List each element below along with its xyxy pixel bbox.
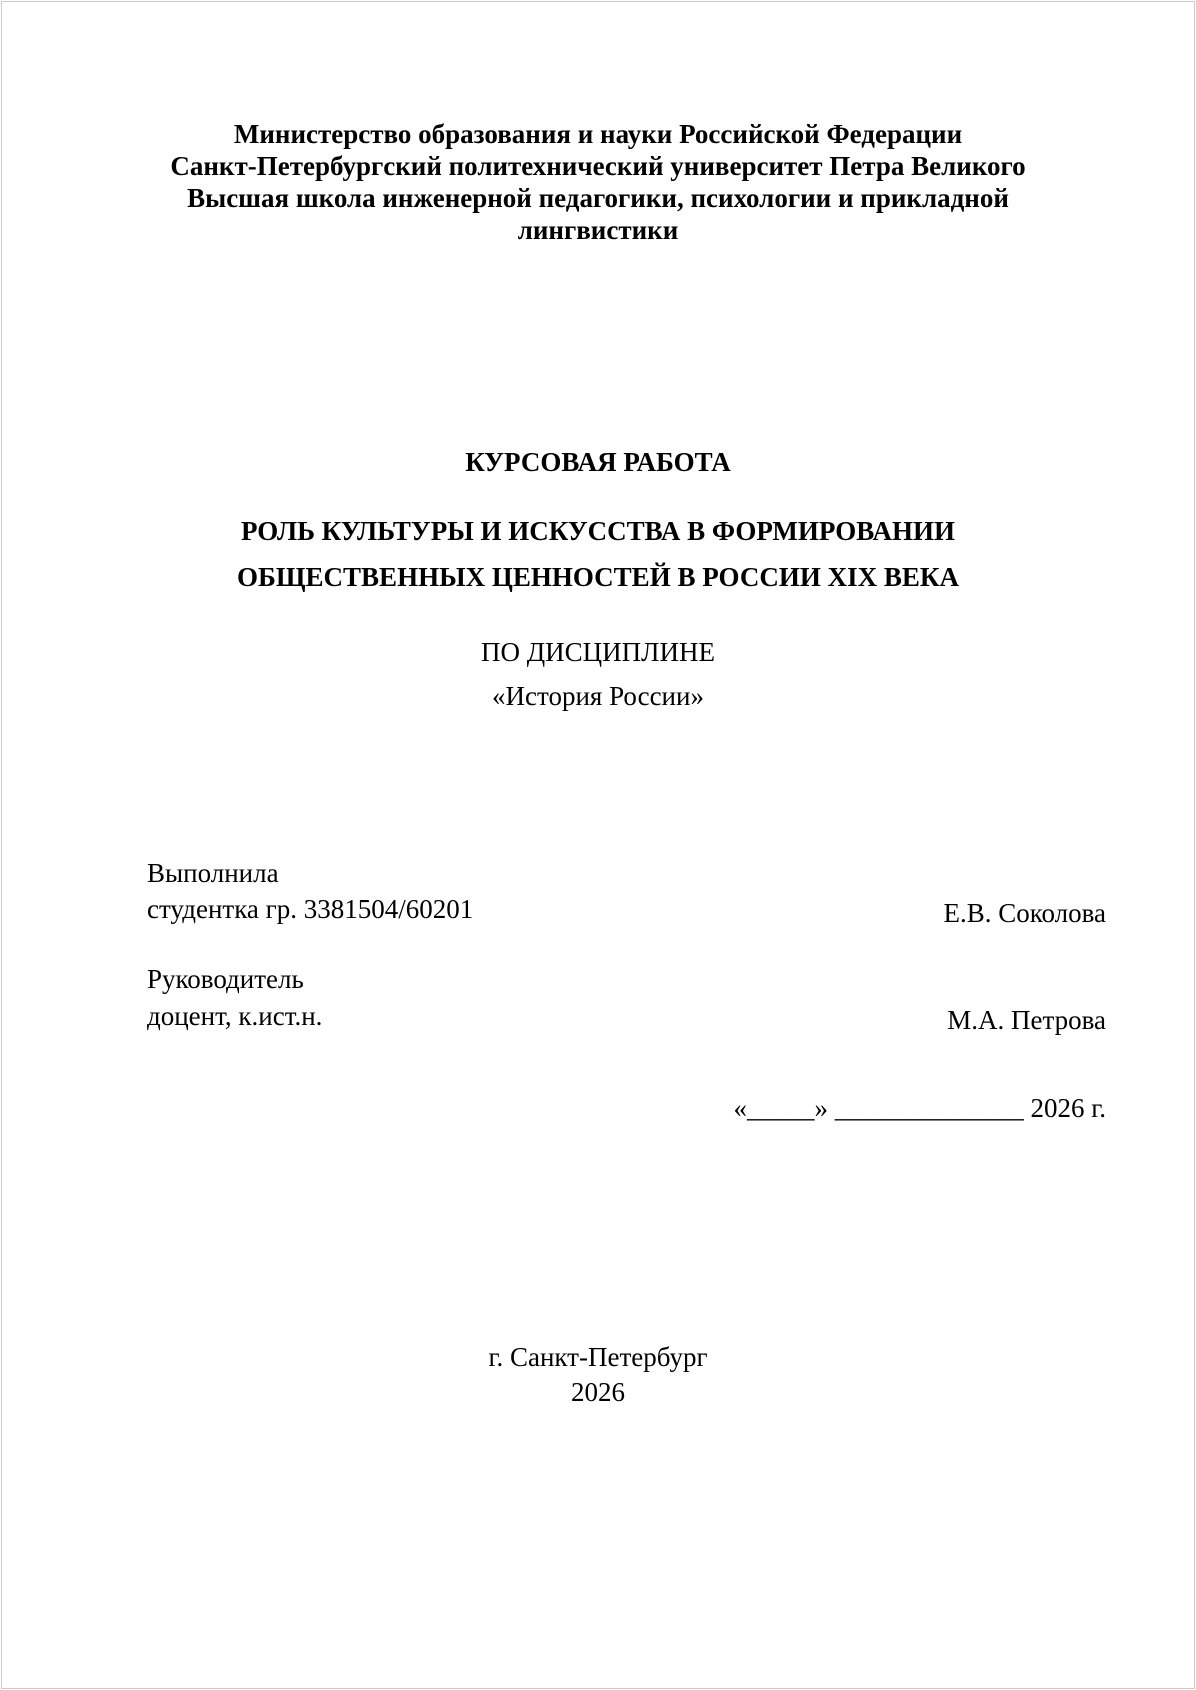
ministry-line: Министерство образования и науки Российской Федерации [233,119,963,149]
student-group: студентка гр. 3381504/60201 [147,894,474,924]
document-type: КУРСОВАЯ РАБОТА [465,447,731,477]
supervisor-role: Руководитель [147,964,304,994]
discipline-name: «История России» [492,681,704,711]
supervisor-name: М.А. Петрова [947,1005,1106,1035]
city: г. Санкт-Петербург [488,1342,708,1372]
university-line: Санкт-Петербургский политехнический университет Петра Великого [170,151,1026,181]
work-title-line-1: РОЛЬ КУЛЬТУРЫ И ИСКУССТВА В ФОРМИРОВАНИИ [240,516,956,546]
supervisor-title: доцент, к.ист.н. [147,1001,323,1031]
signature-date-line: «_____» ______________ 2026 г. [733,1093,1106,1123]
student-role: Выполнила [147,858,279,888]
year: 2026 [571,1377,625,1407]
document-page [1,1,1195,1689]
work-title-line-2: ОБЩЕСТВЕННЫХ ЦЕННОСТЕЙ В РОССИИ XIX ВЕКА [237,562,959,592]
school-line: Высшая школа инженерной педагогики, психологии и прикладной [187,183,1009,213]
school-line-continued: лингвистики [517,215,679,245]
student-name: Е.В. Соколова [943,898,1106,928]
discipline-label: ПО ДИСЦИПЛИНЕ [481,637,715,667]
